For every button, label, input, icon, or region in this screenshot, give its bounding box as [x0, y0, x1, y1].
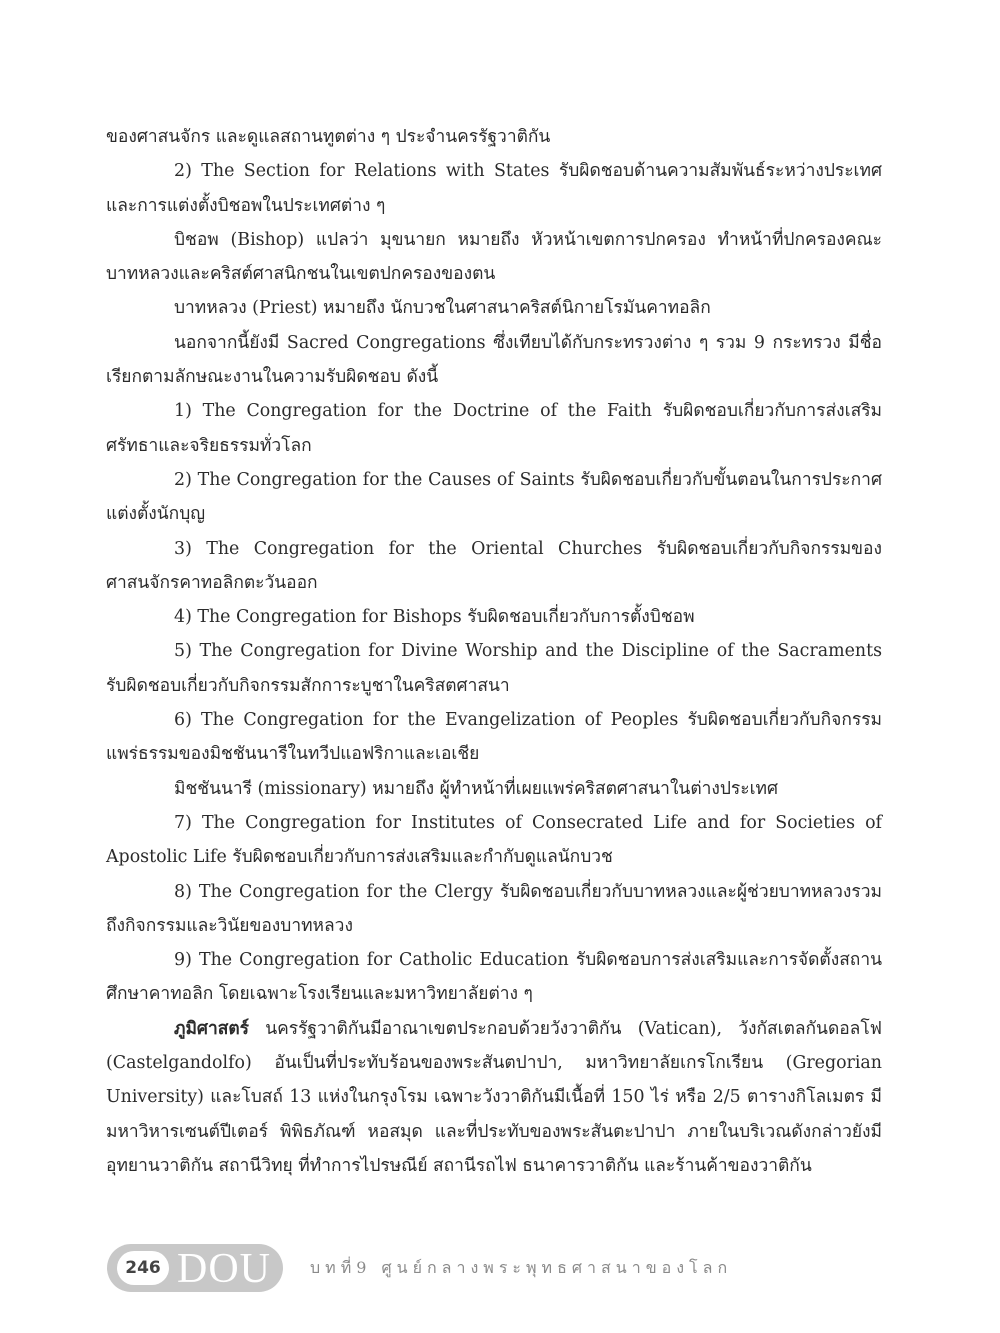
list-item-congregation-9: 9) The Congregation for Catholic Education รับผิดชอบการส่งเสริมและการจัดตั้งสถานศึกษาคาทอลิก โดยเฉพาะโรงเรียนและมหาวิทยาลัยต่าง ๆ: [106, 950, 882, 1005]
paragraph-missionary-definition: มิชชันนารี (missionary) หมายถึง ผู้ทำหน้าที่เผยแพร่คริสตศาสนาในต่างประเทศ: [174, 778, 779, 799]
list-item-congregation-2: 2) The Congregation for the Causes of Saints รับผิดชอบเกี่ยวกับขั้นตอนในการประกาศแต่งตั้งนักบุญ: [106, 469, 882, 525]
list-item-congregation-7: 7) The Congregation for Institutes of Consecrated Life and for Societies of Apostolic Life รับผิดชอบเกี่ยวกับการส่งเสริมและกำกับดูแลนักบวช: [106, 812, 882, 868]
list-item-congregation-4: 4) The Congregation for Bishops รับผิดชอบเกี่ยวกับการตั้งบิชอพ: [174, 607, 695, 628]
paragraph-continuation: ของศาสนจักร และดูแลสถานทูตต่าง ๆ ประจำนครรัฐวาติกัน: [106, 127, 551, 147]
list-item-congregation-1: 1) The Congregation for the Doctrine of the Faith รับผิดชอบเกี่ยวกับการส่งเสริมศรัทธาและจริยธรรมทั่วโลก: [106, 401, 882, 456]
geography-heading: ภูมิศาสตร์: [174, 1018, 249, 1039]
paragraph-sacred-congregations: นอกจากนี้ยังมี Sacred Congregations ซึ่งเทียบได้กับกระทรวงต่าง ๆ รวม 9 กระทรวง มีชื่อเรียกตามลักษณะงานในความรับผิดชอบ ดังนี้: [106, 332, 882, 388]
chapter-title: บทที่9 ศูนย์กลางพระพุทธศาสนาของโลก: [310, 1258, 733, 1277]
paragraph-bishop-definition: บิชอพ (Bishop) แปลว่า มุขนายก หมายถึง หัวหน้าเขตการปกครอง ทำหน้าที่ปกครองคณะบาทหลวงและคริสต์ศาสนิกชนในเขตปกครองของตน: [106, 229, 882, 285]
body-text: [106, 120, 882, 1183]
page-number: 246: [117, 1251, 169, 1285]
dou-logo: DOU: [177, 1246, 271, 1292]
list-item-congregation-6: 6) The Congregation for the Evangelization of Peoples รับผิดชอบเกี่ยวกับกิจกรรมแพร่ธรรมของมิชชันนารีในทวีปแอฟริกาและเอเชีย: [106, 710, 882, 765]
geography-text: นครรัฐวาติกันมีอาณาเขตประกอบด้วยวังวาติกัน (Vatican), วังกัสเตลกันดอลโฟ (Castelgandolfo) อันเป็นที่ประทับร้อนของพระสันตปาปา, มหาวิทยาลัยเกรโกเรียน (Gregorian University) และโบสถ์ 13 แห่งในกรุงโรม เฉพาะวังวาติกันมีเนื้อที่ 150 ไร่ หรือ 2/5 ตารางกิโลเมตร มีมหาวิหารเซนต์ปีเตอร์ พิพิธภัณฑ์ หอสมุด และที่ประทับของพระสันตะปาปา ภายในบริเวณดังกล่าวยังมีอุทยานวาติกัน สถานีวิทยุ ที่ทำการไปรษณีย์ สถานีรถไฟ ธนาคารวาติกัน และร้านค้าของวาติกัน: [106, 1018, 882, 1176]
paragraph-priest-definition: บาทหลวง (Priest) หมายถึง นักบวชในศาสนาคริสต์นิกายโรมันคาทอลิก: [174, 298, 711, 319]
paragraph-geography: [106, 1012, 882, 1183]
footer-badge: [107, 1244, 283, 1292]
list-item-congregation-3: 3) The Congregation for the Oriental Churches รับผิดชอบเกี่ยวกับกิจกรรมของศาสนจักรคาทอลิกตะวันออก: [106, 538, 882, 593]
page-footer: [107, 1244, 907, 1292]
list-item-congregation-8: 8) The Congregation for the Clergy รับผิดชอบเกี่ยวกับบาทหลวงและผู้ช่วยบาทหลวงรวมถึงกิจกรรมและวินัยของบาทหลวง: [106, 881, 882, 936]
list-item-congregation-5: 5) The Congregation for Divine Worship and the Discipline of the Sacraments รับผิดชอบเกี่ยวกับกิจกรรมสักการะบูชาในคริสตศาสนา: [106, 641, 882, 696]
paragraph-section-relations-states: 2) The Section for Relations with States รับผิดชอบด้านความสัมพันธ์ระหว่างประเทศ และการแต่งตั้งบิชอพในประเทศต่าง ๆ: [106, 161, 882, 216]
